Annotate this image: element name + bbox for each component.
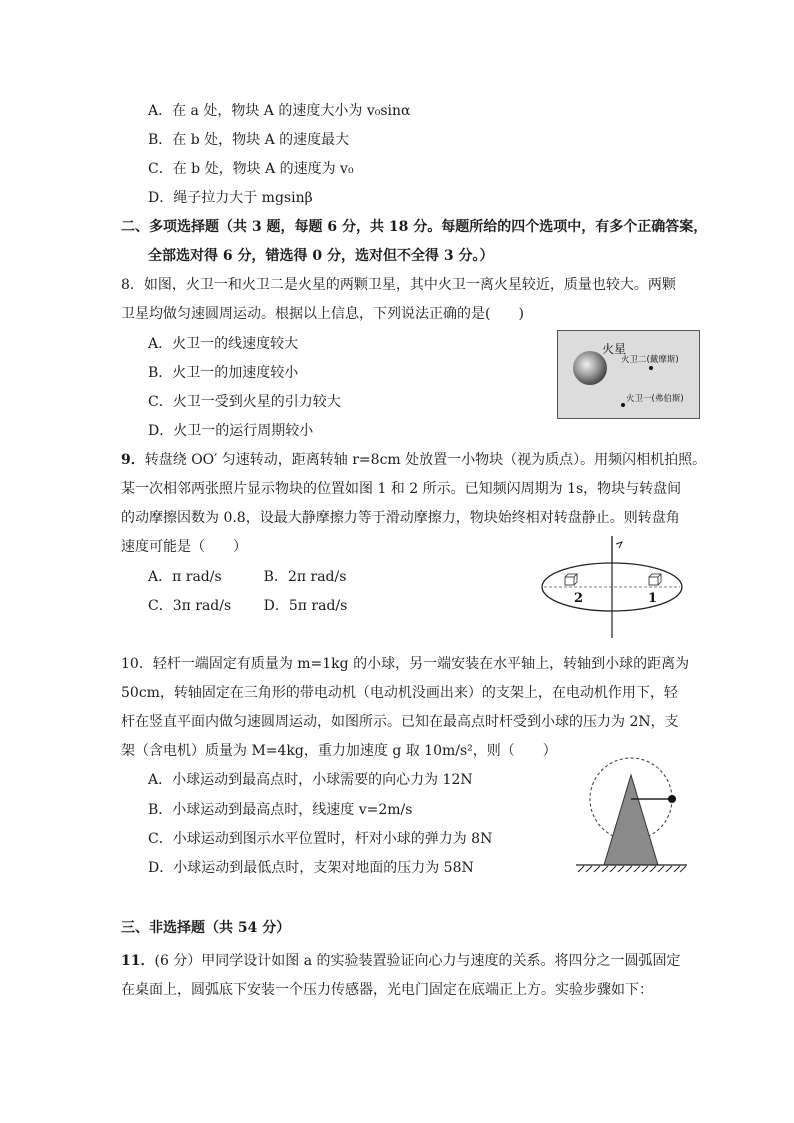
q11-stem-line1 [121, 951, 681, 971]
phobos-dot-upper [649, 366, 653, 370]
q10-stem-line3: 杆在竖直平面内做匀速圆周运动，如图所示。已知在最高点时杆受到小球的压力为 2N，支 [121, 714, 679, 730]
q9-number: 9． [121, 452, 145, 468]
q7-option-b: B．在 b 处，物块 A 的速度最大 [148, 132, 350, 148]
section2-title-line1: 二、多项选择题（共 3 题，每题 6 分，共 18 分。每题所给的四个选项中，有多个正确答案， [121, 219, 708, 235]
q10-option-a: A．小球运动到最高点时，小球需要的向心力为 12N [148, 772, 473, 788]
q11-stem-text: (6 分）甲同学设计如图 a 的实验装置验证向心力与速度的关系。将四分之一圆弧固定 [154, 953, 681, 969]
mars-moons-figure [557, 330, 700, 419]
q10-stem-line1: 10．轻杆一端固定有质量为 m=1kg 的小球，另一端安装在水平轴上，转轴到小球的距离为 [121, 656, 690, 672]
q8-option-b: B．火卫一的加速度较小 [148, 365, 299, 381]
q8-option-a: A．火卫一的线速度较大 [148, 336, 299, 352]
q10-stem-line2: 50cm，转轴固定在三角形的带电动机（电动机没画出来）的支架上，在电动机作用下，轻 [121, 685, 678, 701]
q8-stem-line1: 8．如图，火卫一和火卫二是火星的两颗卫星，其中火卫一离火星较近，质量也较大。两颗 [121, 277, 676, 293]
q9-stem-line3: 的动摩擦因数为 0.8，设最大静摩擦力等于滑动摩擦力，物块始终相对转盘静止。则转盘角 [121, 510, 680, 526]
q9-options-row1: A．π rad/s B．2π rad/s [148, 569, 347, 585]
moon2-label: 火卫二(戴摩斯) [621, 355, 679, 365]
q10-option-b: B．小球运动到最高点时，线速度 v=2m/s [148, 802, 413, 818]
section2-title-line2: 全部选对得 6 分，错选得 0 分，选对但不全得 3 分。） [148, 248, 494, 264]
q9-stem-line4: 速度可能是（ ） [121, 539, 247, 555]
q8-option-d: D．火卫一的运行周期较小 [148, 423, 314, 439]
q10-option-c: C．小球运动到图示水平位置时，杆对小球的弹力为 8N [148, 831, 493, 847]
rod-stand-figure [574, 755, 689, 875]
moon1-dot [621, 403, 625, 407]
mars-planet [573, 351, 607, 385]
position-1-label: 1 [648, 591, 658, 606]
rotation-arrow-icon [616, 542, 622, 548]
q10-stem-line4: 架（含电机）质量为 M=4kg，重力加速度 g 取 10m/s²，则（ ） [121, 743, 557, 759]
turntable-figure [538, 532, 686, 640]
section3-title: 三、非选择题（共 54 分） [121, 920, 291, 936]
q9-stem-line1 [121, 450, 706, 470]
q8-option-c: C．火卫一受到火星的引力较大 [148, 394, 341, 410]
moon1-label: 火卫一(弗伯斯) [626, 394, 684, 404]
q8-stem-line2: 卫星均做匀速圆周运动。根据以上信息，下列说法正确的是( ) [121, 306, 524, 322]
q7-option-c: C．在 b 处，物块 A 的速度为 v₀ [148, 161, 354, 177]
small-ball [668, 795, 676, 803]
q10-option-d: D．小球运动到最低点时，支架对地面的压力为 58N [148, 860, 474, 876]
ground-hatching [578, 866, 686, 872]
mars-label: 火星 [602, 342, 627, 356]
q7-option-a: A．在 a 处，物块 A 的速度大小为 v₀sinα [148, 103, 411, 119]
q11-number: 11． [121, 953, 155, 969]
q9-options-row2: C．3π rad/s D．5π rad/s [148, 598, 348, 614]
q11-stem-line2: 在桌面上，圆弧底下安装一个压力传感器，光电门固定在底端正上方。实验步骤如下： [121, 982, 653, 998]
triangular-stand [604, 775, 658, 865]
position-2-label: 2 [574, 591, 584, 606]
q9-stem-line2: 某一次相邻两张照片显示物块的位置如图 1 和 2 所示。已知频闪周期为 1s，物块与转盘间 [121, 481, 682, 497]
q9-stem-text: 转盘绕 OO′ 匀速转动，距离转轴 r=8cm 处放置一小物块（视为质点）。用频闪相机拍照。 [144, 452, 707, 468]
q7-option-d: D．绳子拉力大于 mgsinβ [148, 190, 313, 206]
